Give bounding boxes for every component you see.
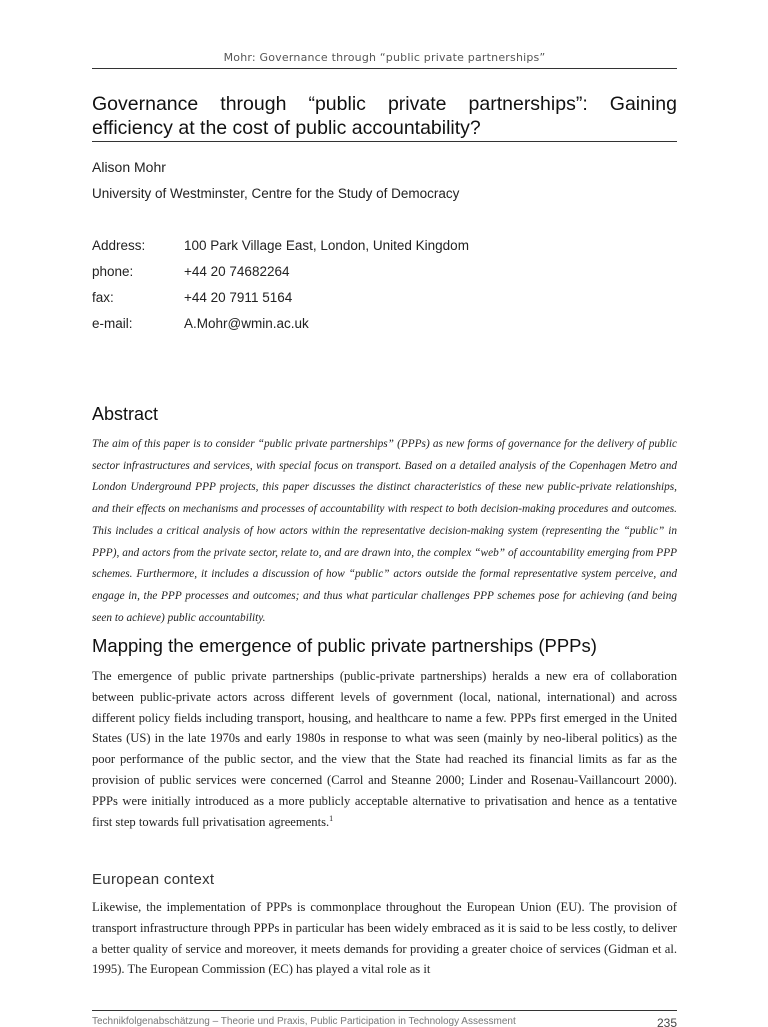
page-number: 235: [656, 1016, 677, 1027]
subsection-heading-european-context: European context: [92, 871, 215, 888]
title-rule: [92, 141, 677, 142]
contact-label: e-mail:: [92, 316, 133, 331]
running-head: Mohr: Governance through “public private partnerships”: [223, 51, 546, 64]
author-name: Alison Mohr: [92, 159, 166, 175]
section-european-paragraph: Likewise, the implementation of PPPs is commonplace throughout the European Union (EU). The provision of transport infrastructure through PPPs in particular has been widely embraced as it is said to be less costly, to deliver a better quality of service and moreover, it meets demands for providing a greater choice of services (Gidman et al. 1995). The European Commission (EC) has played a vital role as it: [92, 900, 677, 977]
footer-rule: [92, 1010, 677, 1011]
contact-value: A.Mohr@wmin.ac.uk: [184, 316, 309, 331]
footnote-reference[interactable]: 1: [329, 813, 334, 823]
author-affiliation: University of Westminster, Centre for the Study of Democracy: [92, 186, 460, 201]
abstract-heading: Abstract: [92, 404, 159, 424]
contact-label: fax:: [92, 290, 114, 305]
contact-value: +44 20 74682264: [184, 264, 290, 279]
contact-label: Address:: [92, 238, 146, 253]
contact-value: 100 Park Village East, London, United Kingdom: [184, 238, 469, 253]
paper-title: Governance through “public private partnerships”: Gaining efficiency at the cost of public accountability?: [92, 93, 677, 139]
paragraph-text: The emergence of public private partnerships (public-private partnerships) heralds a new era of collaboration between public-private actors across different levels of government (local, national, international) and across different policy fields including transport, housing, and healthcare to name a few. PPPs first emerged in the United States (US) in the late 1970s and early 1980s in response to what was seen (mainly by neo-liberal politics) as the poor performance of the public sector, and the view that the State had reached its financial limits as far as the provision of public services were concerned (Carrol and Steanne 2000; Linder and Rosenau-Vaillancourt 2000). PPPs were initially introduced as a more publicly acceptable alternative to privatisation and hence as a tentative first step towards full privatisation agreements.: [92, 669, 677, 829]
section-mapping-paragraph: [92, 666, 677, 832]
section-heading-mapping: Mapping the emergence of public private partnerships (PPPs): [92, 635, 597, 656]
contact-block: [92, 237, 469, 341]
contact-value: +44 20 7911 5164: [184, 290, 293, 305]
footer-journal: Technikfolgenabschätzung – Theorie und Praxis, Public Participation in Technology Assessment: [92, 1016, 516, 1027]
contact-address: [92, 237, 469, 263]
contact-phone: [92, 263, 469, 289]
contact-email: [92, 315, 469, 341]
header-rule: [92, 68, 677, 69]
page-footer: [92, 1016, 677, 1027]
contact-label: phone:: [92, 264, 134, 279]
contact-fax: [92, 289, 469, 315]
abstract-text: The aim of this paper is to consider “public private partnerships” (PPPs) as new forms of governance for the delivery of public sector infrastructures and services, with special focus on transport. Based on a detailed analysis of the Copenhagen Metro and London Underground PPP projects, this paper discusses the distinct characteristics of these new public-private relationships, and their effects on mechanisms and processes of accountability with respect to both decision-making procedures and outcomes. This includes a critical analysis of how actors within the representative decision-making system (representing the “public” in PPP), and actors from the private sector, relate to, and are drawn into, the complex “web” of accountability emerging from PPP schemes. Furthermore, it includes a discussion of how “public” actors outside the formal representative system perceive, and engage in, the PPP processes and outcomes; and thus what particular challenges PPP schemes pose for achieving (and being seen to achieve) public accountability.: [92, 438, 677, 624]
